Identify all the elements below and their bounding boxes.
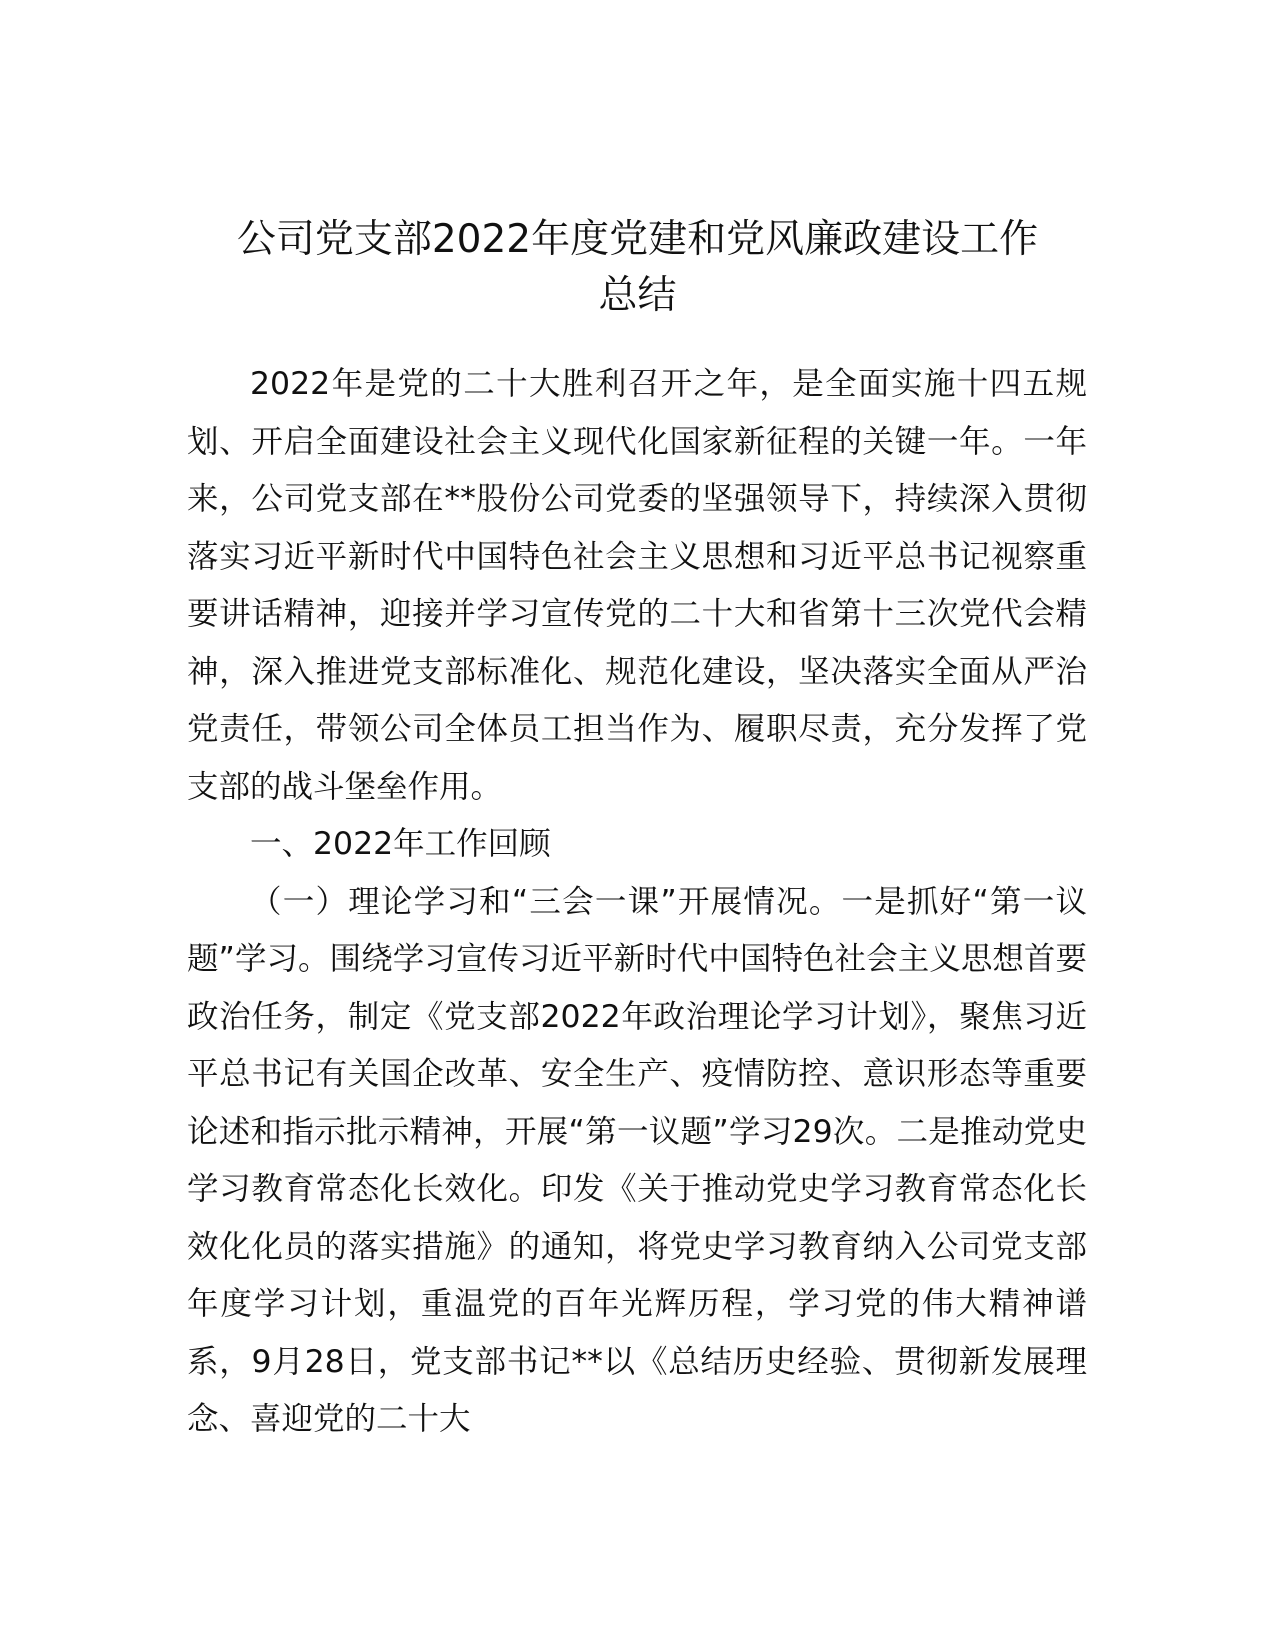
document-title [150, 212, 1125, 324]
document-body [187, 356, 1087, 1449]
title-line-1: 公司党支部2022年度党建和党风廉政建设工作 [236, 217, 1039, 262]
intro-paragraph: 2022年是党的二十大胜利召开之年，是全面实施十四五规划、开启全面建设社会主义现代化国家新征程的关键一年。一年来，公司党支部在**股份公司党委的坚强领导下，持续深入贯彻落实习近平新时代中国特色社会主义思想和习近平总书记视察重要讲话精神，迎接并学习宣传党的二十大和省第十三次党代会精神，深入推进党支部标准化、规范化建设，坚决落实全面从严治党责任，带领公司全体员工担当作为、履职尽责，充分发挥了党支部的战斗堡垒作用。 [187, 366, 1087, 805]
section-heading: 一、2022年工作回顾 [250, 826, 551, 862]
title-line-2: 总结 [598, 273, 677, 318]
subsection-paragraph: （一）理论学习和“三会一课”开展情况。一是抓好“第一议题”学习。围绕学习宣传习近平新时代中国特色社会主义思想首要政治任务，制定《党支部2022年政治理论学习计划》，聚焦习近平总书记有关国企改革、安全生产、疫情防控、意识形态等重要论述和指示批示精神，开展“第一议题”学习29次。二是推动党史学习教育常态化长效化。印发《关于推动党史学习教育常态化长效化化员的落实措施》的通知，将党史学习教育纳入公司党支部年度学习计划，重温党的百年光辉历程，学习党的伟大精神谱系，9月28日，党支部书记**以《总结历史经验、贯彻新发展理念、喜迎党的二十大 [187, 883, 1087, 1437]
